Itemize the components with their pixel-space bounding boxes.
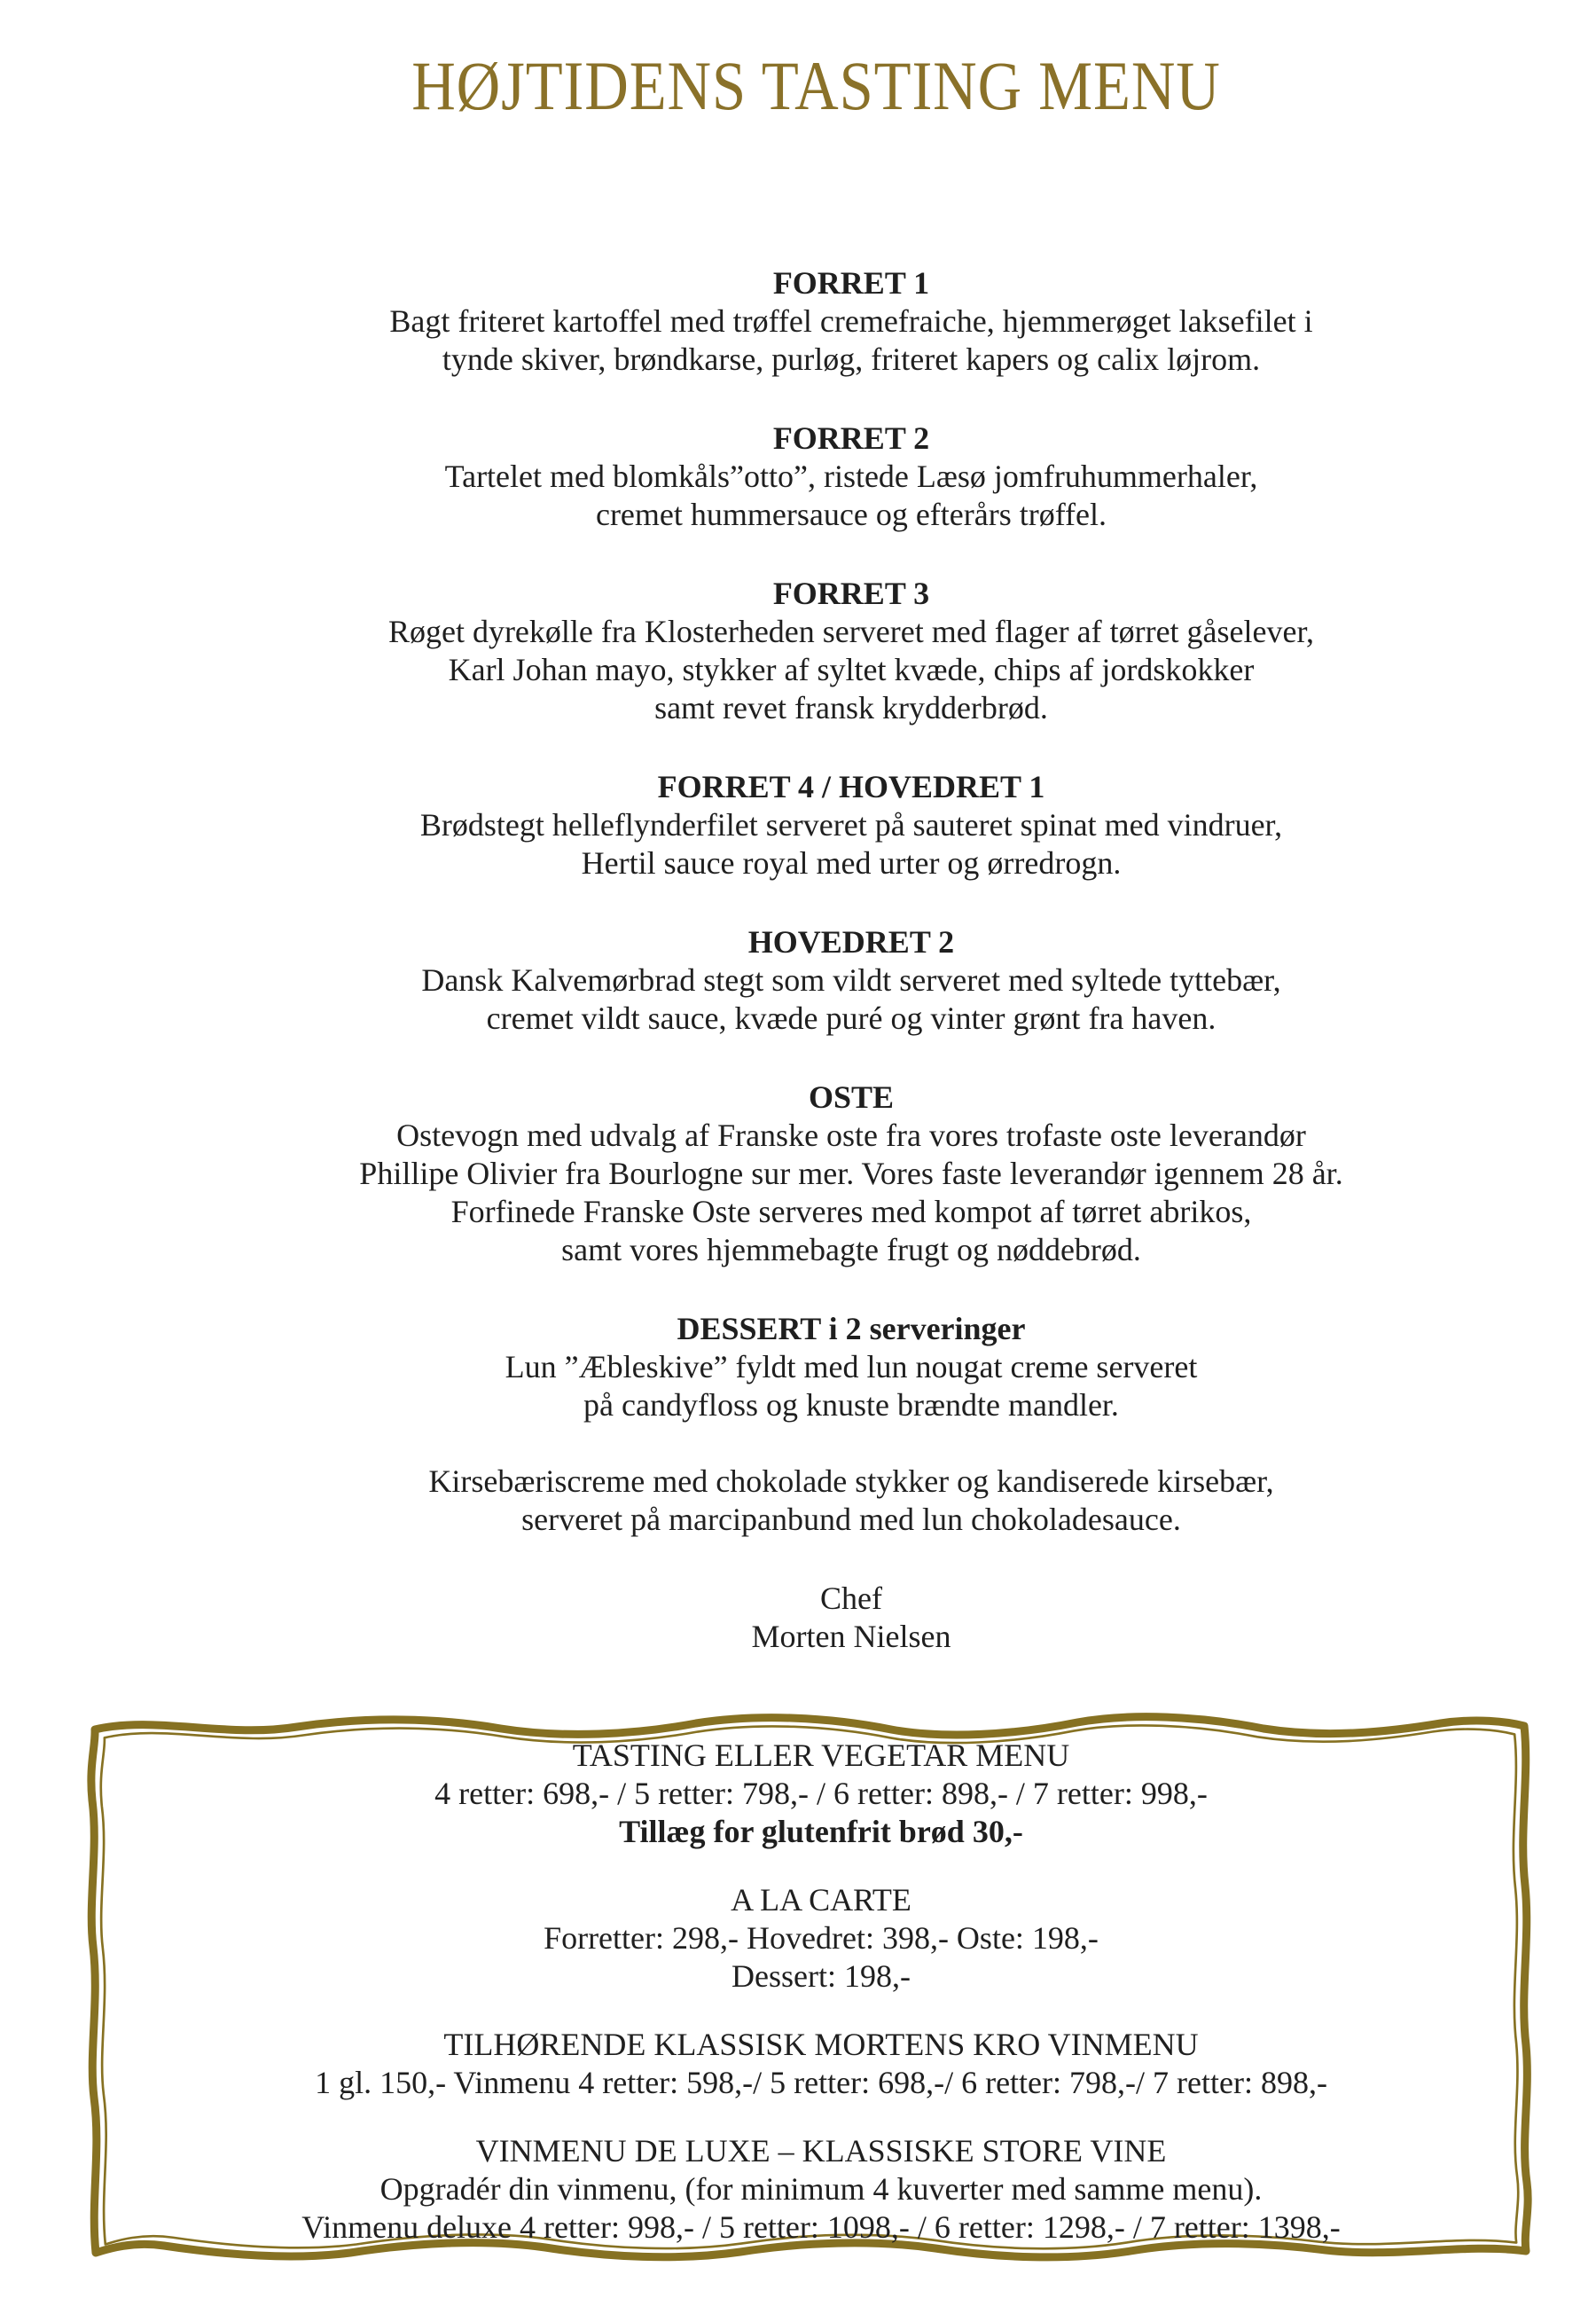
menu-line: på candyfloss og knuste brændte mandler. [583,1386,1119,1423]
section-heading: FORRET 2 [772,420,930,456]
menu-line: Kirsebæriscreme med chokolade stykker og kandiserede kirsebær, [428,1463,1274,1499]
chef-section [106,1580,1596,1656]
price-group-lines [107,1919,1535,1996]
menu-line: Hertil sauce royal med urter og ørredrogn. [581,844,1122,881]
price-group-heading: TILHØRENDE KLASSISK MORTENS KRO VINMENU [443,2027,1199,2062]
menu-line: Lun ”Æbleskive” fyldt med lun nougat creme serveret [505,1348,1198,1384]
menu-section [106,1078,1596,1269]
section-lines [106,302,1596,379]
menu-line: cremet hummersauce og efterårs trøffel. [595,496,1107,532]
menu-line: samt revet fransk krydderbrød. [654,689,1048,726]
section-lines [106,1348,1596,1539]
section-heading: FORRET 1 [772,264,930,301]
price-group-lines [107,2064,1535,2102]
section-lines [106,458,1596,534]
price-line: Dessert: 198,- [732,1958,911,1994]
chef-label: Chef [820,1580,882,1616]
page-title: HØJTIDENS TASTING MENU [411,47,1221,124]
price-group [107,1881,1535,1996]
section-lines [106,961,1596,1038]
menu-line: Røget dyrekølle fra Klosterheden serveret med flager af tørret gåselever, [387,613,1315,649]
menu-section [106,1310,1596,1539]
price-group-heading: A LA CARTE [731,1882,911,1918]
menu-line: Tartelet med blomkåls”otto”, ristede Læsø jomfruhummerhaler, [444,458,1258,494]
menu-line: Brødstegt helleflynderfilet serveret på sauteret spinat med vindruer, [419,806,1283,843]
price-line: Tillæg for glutenfrit brød 30,- [619,1814,1023,1849]
menu-line: tynde skiver, brøndkarse, purløg, friteret kapers og calix løjrom. [442,341,1261,377]
menu-line: Dansk Kalvemørbrad stegt som vildt serveret med syltede tyttebær, [421,961,1281,998]
menu-line: cremet vildt sauce, kvæde puré og vinter grønt fra haven. [486,1000,1217,1036]
menu-section [106,923,1596,1038]
section-lines [106,1117,1596,1269]
menu-section [106,264,1596,379]
price-box [84,1710,1535,2267]
title-area [0,0,1596,122]
section-heading: OSTE [808,1078,895,1115]
menu-line: samt vores hjemmebagte frugt og nøddebrød. [561,1231,1141,1267]
price-line: Vinmenu deluxe 4 retter: 998,- / 5 retter: 1098,- / 6 retter: 1298,- / 7 retter: 1398,- [301,2209,1341,2245]
price-group-lines [107,1775,1535,1851]
price-group-heading: VINMENU DE LUXE – KLASSISKE STORE VINE [475,2133,1167,2169]
chef-name: Morten Nielsen [751,1618,951,1654]
price-line: 4 retter: 698,- / 5 retter: 798,- / 6 retter: 898,- / 7 retter: 998,- [434,1776,1208,1811]
blank-line [106,1424,1596,1463]
menu-line: Phillipe Olivier fra Bourlogne sur mer. Vores faste leverandør igennem 28 år. [359,1155,1343,1191]
menu-line: Ostevogn med udvalg af Franske oste fra vores trofaste oste leverandør [396,1117,1306,1153]
menu-line: Bagt friteret kartoffel med trøffel cremefraiche, hjemmerøget laksefilet i [389,302,1313,339]
price-line: Forretter: 298,- Hovedret: 398,- Oste: 198,- [544,1920,1099,1956]
price-group [107,2132,1535,2247]
price-group [107,2026,1535,2102]
section-heading: HOVEDRET 2 [747,923,955,960]
menu-line: Forfinede Franske Oste serveres med kompot af tørret abrikos, [450,1193,1252,1229]
menu-column [0,264,1596,1656]
price-group [107,1737,1535,1851]
menu-sections [106,264,1596,1539]
section-lines [106,613,1596,727]
price-group-heading: TASTING ELLER VEGETAR MENU [572,1737,1070,1773]
menu-line: serveret på marcipanbund med lun chokoladesauce. [521,1501,1181,1537]
price-line: 1 gl. 150,- Vinmenu 4 retter: 598,-/ 5 retter: 698,-/ 6 retter: 798,-/ 7 retter: 898,- [315,2065,1327,2100]
price-box-content [107,1710,1535,2277]
menu-section [106,768,1596,882]
price-line: Opgradér din vinmenu, (for minimum 4 kuverter med samme menu). [379,2171,1263,2207]
menu-line: Karl Johan mayo, stykker af syltet kvæde, chips af jordskokker [448,651,1255,687]
menu-section [106,575,1596,727]
section-heading: FORRET 4 / HOVEDRET 1 [657,768,1045,804]
section-lines [106,806,1596,882]
section-heading: DESSERT i 2 serveringer [677,1310,1026,1346]
section-heading: FORRET 3 [772,575,930,611]
price-group-lines [107,2170,1535,2247]
menu-section [106,420,1596,534]
